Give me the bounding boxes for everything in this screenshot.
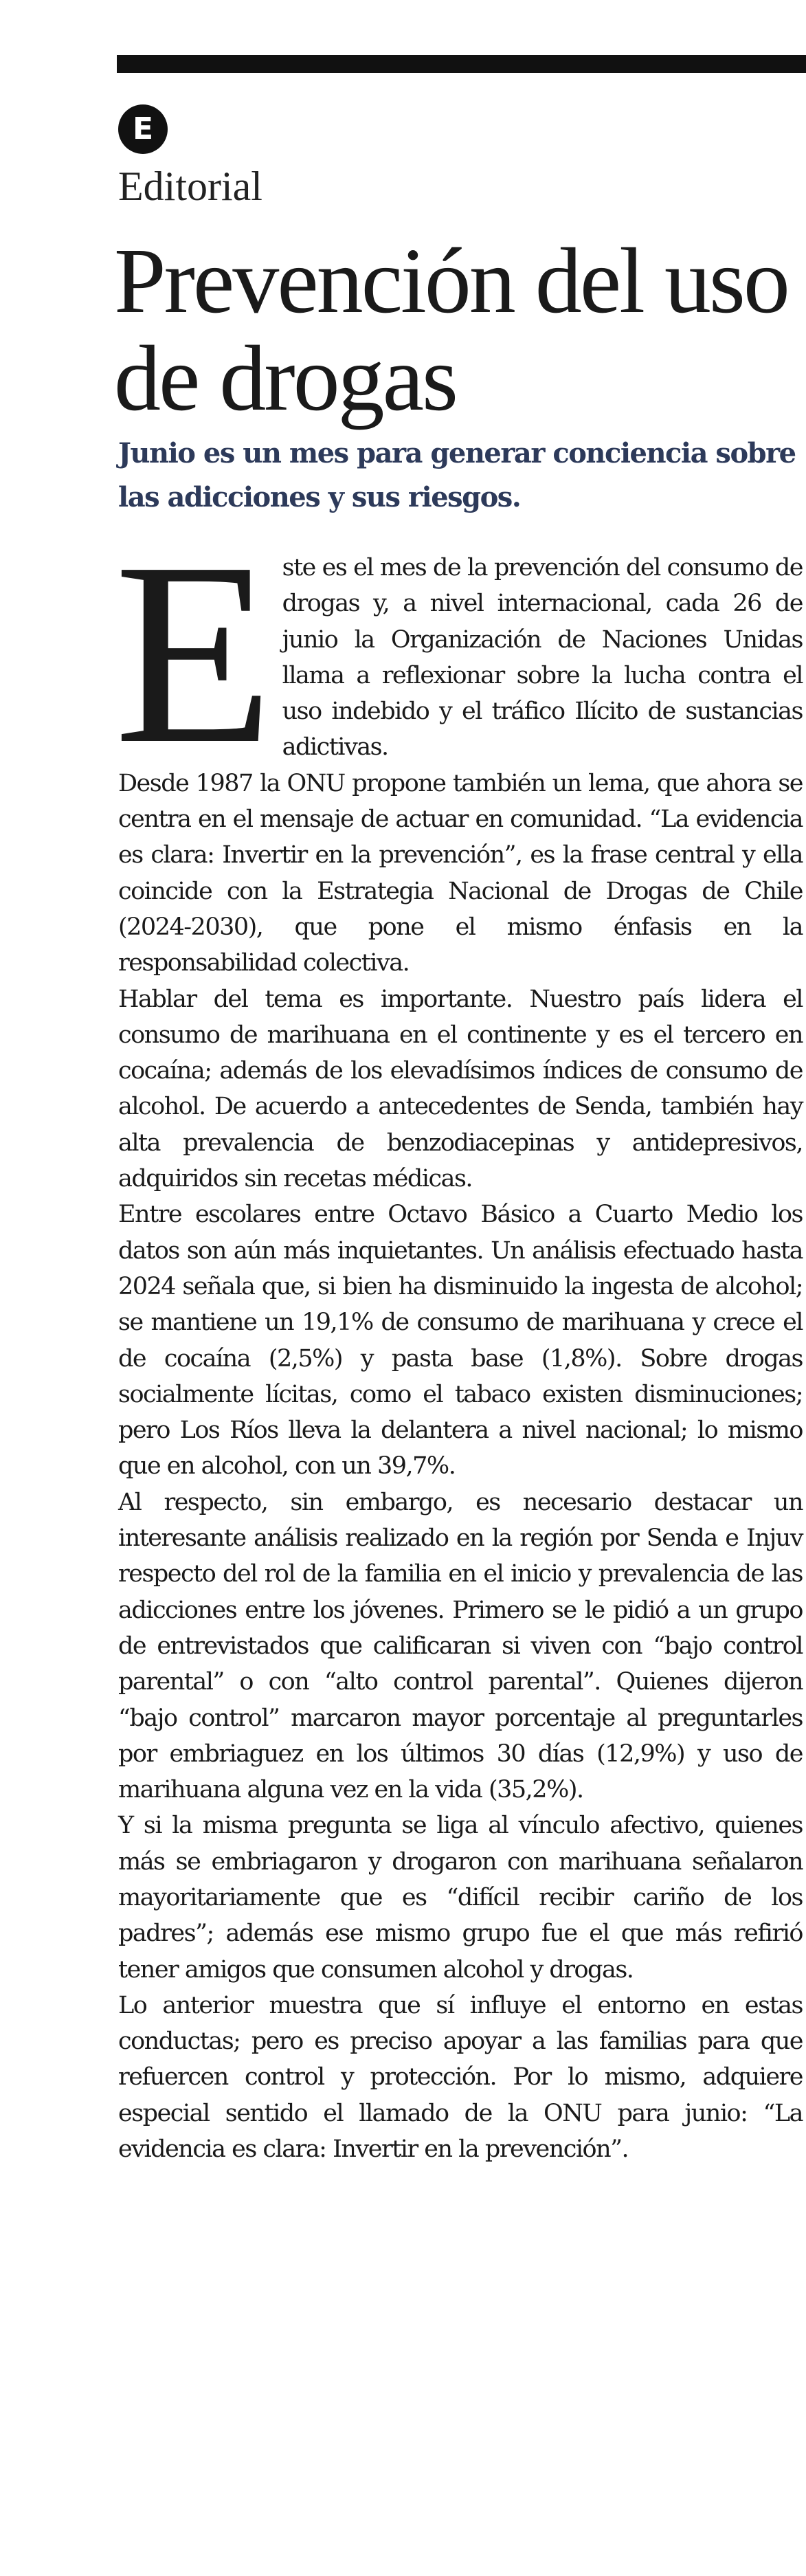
paragraph-1-text: ste es el mes de la prevención del consumo de drogas y, a nivel internacional, cada 26 de junio la Organización de Naciones Unidas llama a reflexionar sobre la lucha contra el uso indebido y el tráfico Ilícito de sustancias adictivas. [282,554,803,762]
editorial-badge: E [118,104,168,154]
paragraph-5: Al respecto, sin embargo, es necesario destacar un interesante análisis realizado en la región por Senda e Injuv respecto del rol de la familia en el inicio y prevalencia de las adicciones entre los jóvenes. Primero se le pidió a un grupo de entrevistados que calificaran si viven con “bajo control parental” o con “alto control parental”. Quienes dijeron “bajo control” marcaron mayor porcentaje al preguntarles por embriaguez en los últimos 30 días (12,9%) y uso de marihuana alguna vez en la vida (35,2%). [118,1488,803,1804]
article-body [114,509,803,2167]
paragraph-3: Hablar del tema es importante. Nuestro país lidera el consumo de marihuana en el continente y es el tercero en cocaína; además de los elevadísimos índices de consumo de alcohol. De acuerdo a antecedentes de Senda, también hay alta prevalencia de benzodiacepinas y antidepresivos, adquiridos sin recetas médicas. [118,985,803,1193]
headline: Prevención del uso de drogas [114,230,788,430]
paragraph-1 [114,509,803,798]
subheadline: Junio es un mes para generar conciencia sobre las adicciones y sus riesgos. [118,437,796,513]
paragraph-7: Lo anterior muestra que sí influye el entorno en estas conductas; pero es preciso apoyar a las familias para que refuercen control y protección. Por lo mismo, adquiere especial sentido el llamado de la ONU para junio: “La evidencia es clara: Invertir en la prevención”. [118,1991,803,2164]
paragraph-4: Entre escolares entre Octavo Básico a Cuarto Medio los datos son aún más inquietantes. Un análisis efectuado hasta 2024 señala que, si bien ha disminuido la ingesta de alcohol; se mantiene un 19,1% de consumo de marihuana y crece el de cocaína (2,5%) y pasta base (1,8%). Sobre drogas socialmente lícitas, como el tabaco existen disminuciones; pero Los Ríos lleva la delantera a nivel nacional; lo mismo que en alcohol, con un 39,7%. [118,1201,803,1480]
paragraph-6: Y si la misma pregunta se liga al vínculo afectivo, quienes más se embriagaron y drogaron con marihuana señalaron mayoritariamente que es “difícil recibir cariño de los padres”; además ese mismo grupo fue el que más refirió tener amigos que consumen alcohol y drogas. [118,1812,803,1984]
paragraph-2: Desde 1987 la ONU propone también un lema, que ahora se centra en el mensaje de actuar en comunidad. “La evidencia es clara: Invertir en la prevención”, es la frase central y ella coincide con la Estrategia Nacional de Drogas de Chile (2024-2030), que pone el mismo énfasis en la responsabilidad colectiva. [118,769,803,977]
section-label: Editorial [118,164,262,209]
drop-cap: E [114,509,273,798]
top-rule [117,55,806,73]
